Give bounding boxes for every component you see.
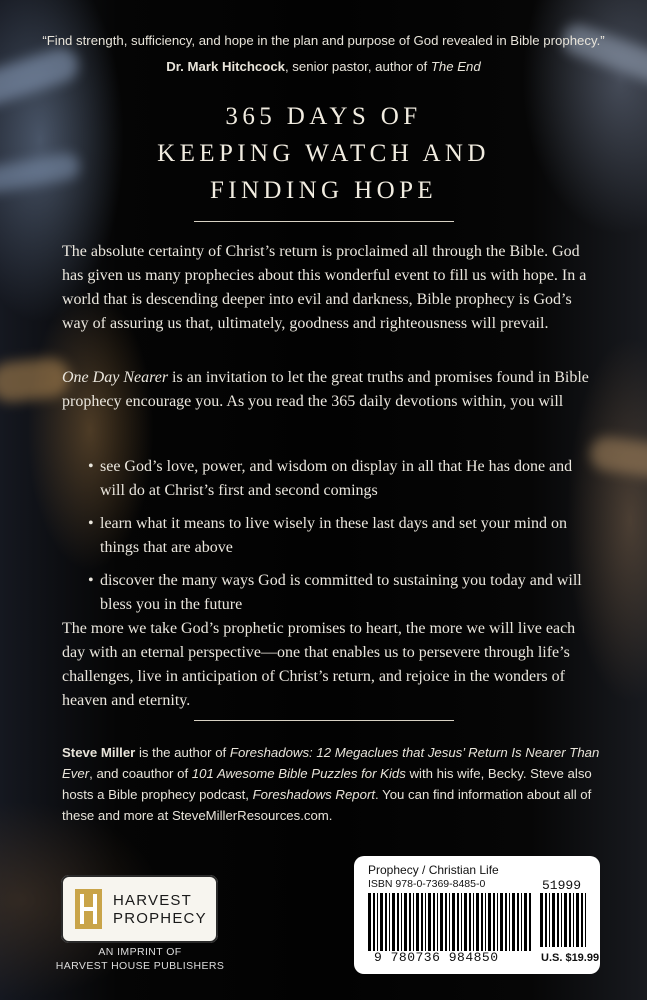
barcode-bar — [485, 893, 486, 951]
barcode-bar — [464, 893, 467, 951]
barcode-bar — [549, 893, 550, 947]
bio-book-title: Foreshadows: 12 Megaclues that Jesus’ Return Is Nearer Than Ever — [62, 745, 600, 781]
headline-line: KEEPING WATCH AND — [157, 140, 490, 167]
barcode-bar — [445, 893, 447, 951]
price-label: U.S. $19.99 — [541, 952, 600, 964]
barcode-bar — [561, 893, 562, 947]
barcode-bar — [473, 893, 474, 951]
barcode-bar — [409, 893, 411, 951]
barcode-bar — [416, 893, 419, 951]
barcode-bar — [517, 893, 519, 951]
endorser-name: Dr. Mark Hitchcock — [166, 59, 285, 74]
invitation-paragraph — [62, 366, 602, 414]
barcode-bar — [404, 893, 407, 951]
endorsement-attribution — [0, 59, 647, 74]
author-bio — [62, 742, 602, 826]
barcode-bar — [569, 893, 571, 947]
bio-podcast-title: Foreshadows Report — [252, 787, 376, 802]
imprint-line: HARVEST HOUSE PUBLISHERS — [55, 960, 225, 972]
barcode-bar — [488, 893, 491, 951]
barcode-bar — [524, 893, 527, 951]
barcode-bar — [497, 893, 498, 951]
barcode-bar — [529, 893, 531, 951]
barcode-bar — [461, 893, 462, 951]
harvest-h-icon — [75, 889, 102, 929]
publisher-logo — [61, 875, 218, 943]
barcode-bar — [512, 893, 515, 951]
endorsement-quote: “Find strength, sufficiency, and hope in the plan and purpose of God revealed in Bible prophecy.” — [42, 33, 605, 48]
book-title: One Day Nearer — [62, 369, 169, 386]
barcode-bar — [481, 893, 483, 951]
barcode-bar — [540, 893, 543, 947]
logo-line: HARVEST — [113, 892, 192, 909]
divider — [194, 221, 454, 222]
isbn-label: ISBN 978-0-7369-8485-0 — [368, 878, 486, 890]
list-item: • learn what it means to live wisely in these last days and set your mind on things that are above — [88, 512, 588, 560]
bullet-list — [88, 455, 588, 626]
barcode-bar — [413, 893, 414, 951]
barcode-bar — [425, 893, 426, 951]
barcode-bar — [392, 893, 395, 951]
bio-book-title: 101 Awesome Bible Puzzles for Kids — [191, 766, 406, 781]
divider — [194, 720, 454, 721]
barcode-bar — [564, 893, 567, 947]
barcode-bar — [581, 893, 583, 947]
barcode-bar — [452, 893, 455, 951]
closing-paragraph: The more we take God’s prophetic promises to heart, the more we will live each day with an eternal perspective—one that enables us to persevere through life’s challenges, live in anticipation of Christ’s return, and rejoice in the wonders of heaven and eternity. — [62, 620, 576, 709]
endorser-role: , senior pastor, author of — [284, 59, 431, 74]
barcode-bar — [576, 893, 579, 947]
barcode-bar — [457, 893, 459, 951]
barcode-bar — [449, 893, 450, 951]
imprint-line: AN IMPRINT OF — [98, 946, 182, 958]
headline-line: 365 DAYS OF — [225, 103, 422, 130]
headline-line: FINDING HOPE — [209, 177, 438, 204]
barcode-bar — [440, 893, 443, 951]
category-label: Prophecy / Christian Life — [368, 863, 499, 877]
barcode-bar — [505, 893, 507, 951]
barcode-bar — [368, 893, 371, 951]
invitation-text: is an invitation to let the great truths and promises found in Bible prophecy encourage you. As you read the 365 daily devotions within, you will — [62, 369, 589, 410]
author-name: Steve Miller — [62, 745, 136, 760]
bio-text: is the author of — [135, 745, 230, 760]
light-streak — [588, 435, 647, 480]
light-streak — [558, 20, 647, 89]
barcode-bar — [389, 893, 390, 951]
list-item: • see God’s love, power, and wisdom on display in all that He has done and will do at Christ’s first and second comings — [88, 455, 588, 503]
list-item: • discover the many ways God is committed to sustaining you today and will bless you in the future — [88, 569, 588, 617]
bio-text: , and coauthor of — [89, 766, 192, 781]
bio-text: with his wife, Becky. Steve also hosts a Bible prophecy podcast, — [62, 766, 592, 802]
logo-line: PROPHECY — [113, 910, 207, 927]
barcode-bar — [397, 893, 399, 951]
barcode-bar — [557, 893, 559, 947]
price-code: 51999 — [542, 878, 582, 893]
barcode-bar — [552, 893, 555, 947]
barcode-bar — [428, 893, 431, 951]
barcode-bar — [469, 893, 471, 951]
barcode-bar — [421, 893, 423, 951]
barcode-bar — [385, 893, 387, 951]
barcode-bar — [380, 893, 383, 951]
barcode-bar — [401, 893, 402, 951]
headline — [0, 98, 647, 209]
barcode-bar — [377, 893, 378, 951]
barcode-bars — [368, 893, 534, 951]
barcode-bar — [573, 893, 574, 947]
barcode-bar — [509, 893, 510, 951]
endorser-book: The End — [430, 59, 481, 74]
barcode-digits: 9 780736 984850 — [374, 950, 499, 965]
barcode-bar — [493, 893, 495, 951]
barcode-bar — [433, 893, 435, 951]
barcode-addon-bars — [540, 893, 588, 947]
barcode-bar — [373, 893, 375, 951]
barcode-bar — [500, 893, 503, 951]
bio-text: . You can find information about all of these and more at SteveMillerResources.com. — [62, 787, 592, 823]
barcode-bar — [437, 893, 438, 951]
intro-paragraph: The absolute certainty of Christ’s return is proclaimed all through the Bible. God has given us many prophecies about this wonderful event to fill us with hope. In a world that is descending deeper into evil and darkness, Bible prophecy is God’s way of assuring us that, ultimately, goodness and righteousness will prevail. — [62, 243, 587, 332]
barcode-bar — [545, 893, 547, 947]
barcode-bar — [476, 893, 479, 951]
barcode-bar — [521, 893, 522, 951]
barcode-panel — [354, 856, 600, 974]
barcode-bar — [585, 893, 586, 947]
